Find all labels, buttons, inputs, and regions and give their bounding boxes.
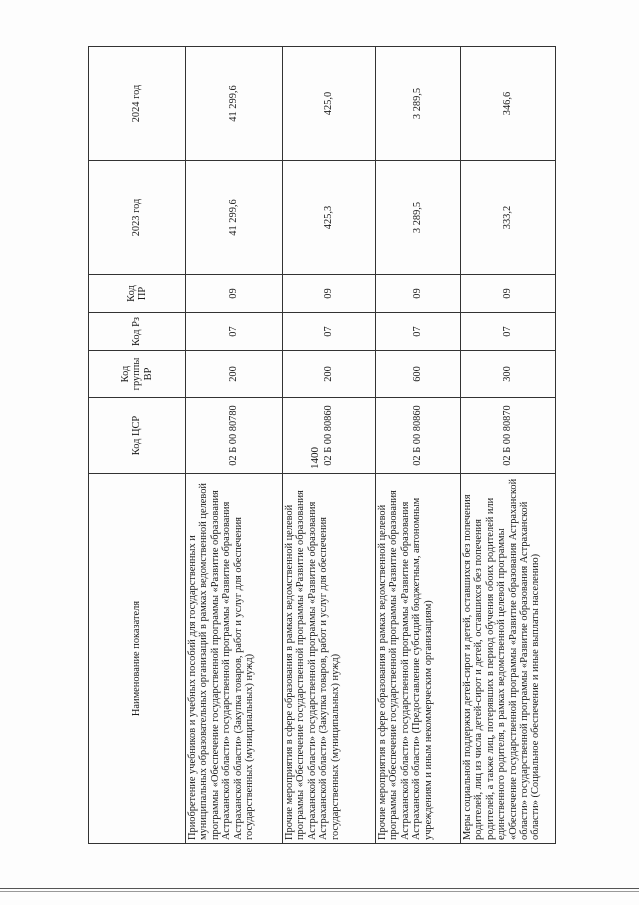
cell-2023: 3 289,5 <box>376 161 461 275</box>
cell-pr: 09 <box>376 275 461 313</box>
cell-csr: 02 Б 00 80780 <box>186 398 283 474</box>
page-number: 1400 <box>309 447 321 469</box>
cell-pr: 09 <box>283 275 376 313</box>
cell-pr: 09 <box>186 275 283 313</box>
table-row <box>283 47 376 844</box>
header-rz: Код Рз <box>89 313 186 351</box>
cell-vr: 200 <box>283 351 376 398</box>
cell-name: Прочие мероприятия в сфере образования в рамках ведомственной целевой программы «Обеспечение государственной программы «Развитие образования Астраханской области» государственной программы «Развитие образования Астраханской области» (Предоставление субсидий бюджетным, автономным учреждениям и иным некоммерческим организациям) <box>376 474 461 844</box>
cell-csr: 02 Б 00 80860 <box>376 398 461 474</box>
cell-vr: 600 <box>376 351 461 398</box>
cell-rz: 07 <box>376 313 461 351</box>
cell-rz: 07 <box>461 313 556 351</box>
table-header-row <box>89 47 186 844</box>
cell-name: Приобретение учебников и учебных пособий для государственных и муниципальных образовательных организаций в рамках ведомственной целевой программы «Обеспечение государственной программы «Развитие образования Астраханской области» государственной программы «Развитие образования Астраханской области» (Закупка товаров, работ и услуг для обеспечения государственных (муниципальных) нужд) <box>186 474 283 844</box>
cell-name: Прочие мероприятия в сфере образования в рамках ведомственной целевой программы «Обеспечение государственной программы «Развитие образования Астраханской области» государственной программы «Развитие образования Астраханской области» (Закупка товаров, работ и услуг для обеспечения государственных (муниципальных) нужд) <box>283 474 376 844</box>
header-pr: Код ПР <box>89 275 186 313</box>
cell-2024: 41 299,6 <box>186 47 283 161</box>
table-row <box>186 47 283 844</box>
header-2023: 2023 год <box>89 161 186 275</box>
header-name: Наименование показателя <box>89 474 186 844</box>
cell-2023: 41 299,6 <box>186 161 283 275</box>
footer-divider <box>0 891 639 892</box>
cell-2023: 333,2 <box>461 161 556 275</box>
rotated-table-container <box>88 47 555 844</box>
header-csr: Код ЦСР <box>89 398 186 474</box>
table-row <box>376 47 461 844</box>
cell-rz: 07 <box>283 313 376 351</box>
cell-name: Меры социальной поддержки детей-сирот и детей, оставшихся без попечения родителей, лиц из числа детей-сирот и детей, оставшихся без попечения родителей, а также лиц, потерявших в период обучения обоих родителей или единственного родителя, в рамках ведомственной целевой программы «Обеспечение государственной программы «Развитие образования Астраханской области» государственной программы «Развитие образования Астраханской области» (Социальное обеспечение и иные выплаты населению) <box>461 474 556 844</box>
cell-2024: 425,0 <box>283 47 376 161</box>
cell-rz: 07 <box>186 313 283 351</box>
cell-vr: 200 <box>186 351 283 398</box>
header-2024: 2024 год <box>89 47 186 161</box>
cell-csr: 02 Б 00 80870 <box>461 398 556 474</box>
header-vr: Код группы ВР <box>89 351 186 398</box>
cell-2024: 346,6 <box>461 47 556 161</box>
cell-vr: 300 <box>461 351 556 398</box>
footer-divider <box>0 888 639 889</box>
cell-pr: 09 <box>461 275 556 313</box>
cell-csr: 02 Б 00 80860 <box>283 398 376 474</box>
table-row <box>461 47 556 844</box>
budget-table <box>88 46 556 844</box>
cell-2023: 425,3 <box>283 161 376 275</box>
cell-2024: 3 289,5 <box>376 47 461 161</box>
